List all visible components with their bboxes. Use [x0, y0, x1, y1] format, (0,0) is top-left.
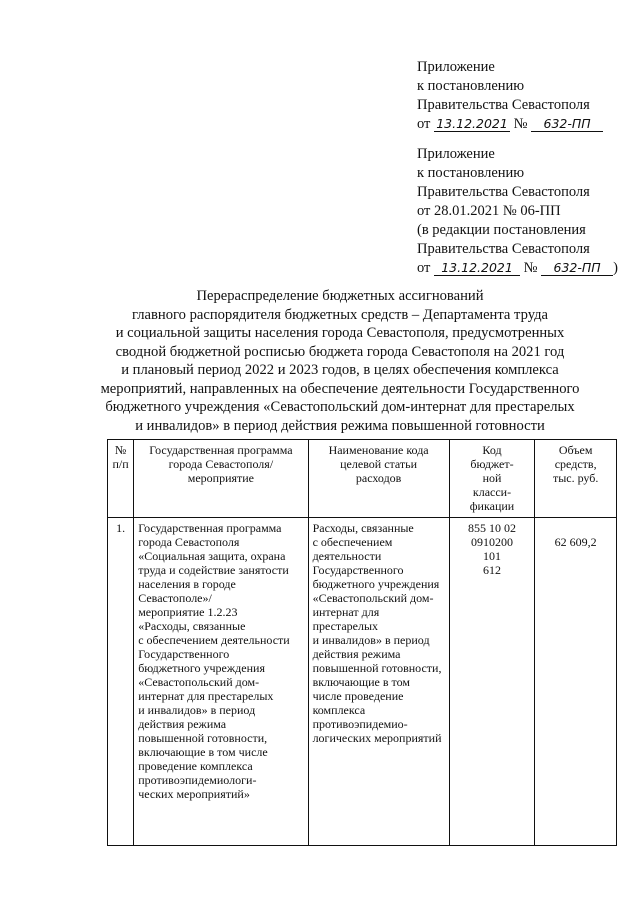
appendix-2-line-1: Приложение — [417, 146, 495, 162]
appendix-2-date-line — [417, 259, 618, 278]
appendix-1-date-line — [417, 115, 603, 134]
allocation-table — [107, 439, 617, 846]
appendix-1-from-label: от — [417, 116, 431, 132]
table-header-row — [108, 440, 617, 518]
title-line: и плановый период 2022 и 2023 годов, в целях обеспечения комплекса — [121, 362, 559, 378]
title-line: бюджетного учреждения «Севастопольский дом-интернат для престарелых — [105, 399, 575, 415]
appendix-2-close-paren: ) — [613, 260, 618, 276]
appendix-1-date: 13.12.2021 — [434, 116, 510, 132]
header-target-code-name: Наименование кода целевой статьи расходов — [308, 440, 449, 518]
row-volume: 62 609,2 — [535, 518, 617, 846]
header-volume: Объем средств, тыс. руб. — [535, 440, 617, 518]
appendix-1-number-label: № — [513, 116, 528, 132]
appendix-1-number: 632-ПП — [531, 116, 603, 132]
table-row — [108, 518, 617, 846]
appendix-2-line-2: к постановлению — [417, 165, 525, 181]
title-line: сводной бюджетной росписью бюджета города Севастополя на 2021 год — [115, 343, 565, 360]
appendix-2-number-label: № — [523, 260, 538, 276]
appendix-2-number: 632-ПП — [541, 260, 613, 276]
appendix-1-line-2: к постановлению — [417, 78, 525, 94]
appendix-2-line-3: Правительства Севастополя — [417, 184, 590, 200]
appendix-2-line-4: от 28.01.2021 № 06-ПП — [417, 203, 561, 219]
appendix-block-1 — [417, 58, 603, 134]
row-program: Государственная программа города Севастополя «Социальная защита, охрана труда и содействие занятости населения в городе Севастополе»/ мероприятие 1.2.23 «Расходы, связанные с обеспечением деятельности Государственного бюджетного учреждения «Севастопольский дом- интернат для престарелых и инвалидов» в период действия режима повышенной готовности, включающие в том числе проведение комплекса противоэпидемиологи- ческих мероприятий» — [134, 518, 308, 846]
appendix-2-date: 13.12.2021 — [434, 260, 520, 276]
title-line: главного распорядителя бюджетных средств – Департамента труда — [132, 306, 548, 323]
title-line: и инвалидов» в период действия режима повышенной готовности — [135, 417, 545, 434]
appendix-1-line-1: Приложение — [417, 59, 495, 75]
appendix-1-line-3: Правительства Севастополя — [417, 97, 590, 113]
header-program: Государственная программа города Севастополя/ мероприятие — [134, 440, 308, 518]
appendix-2-line-5: (в редакции постановления — [417, 222, 586, 238]
title-line: мероприятий, направленных на обеспечение деятельности Государственного — [100, 380, 580, 397]
row-budget-code: 855 10 02 0910200 101 612 — [449, 518, 535, 846]
row-target-code-name: Расходы, связанные с обеспечением деятельности Государственного бюджетного учреждения «Севастопольский дом- интернат для престарелых и инвалидов» в период действия режима повышенной готовности, включающие в том числе проведение комплекса противоэпидемио- логических мероприятий — [308, 518, 449, 846]
header-budget-code: Код бюджет- ной класси- фикации — [449, 440, 535, 518]
appendix-2-line-6: Правительства Севастополя — [417, 241, 590, 257]
title-line: и социальной защиты населения города Севастополя, предусмотренных — [115, 325, 565, 341]
appendix-block-2 — [417, 145, 618, 278]
document-title — [60, 287, 620, 435]
row-number: 1. — [108, 518, 134, 846]
header-number: № п/п — [108, 440, 134, 518]
title-line: Перераспределение бюджетных ассигнований — [196, 288, 484, 304]
appendix-2-from-label: от — [417, 260, 431, 276]
